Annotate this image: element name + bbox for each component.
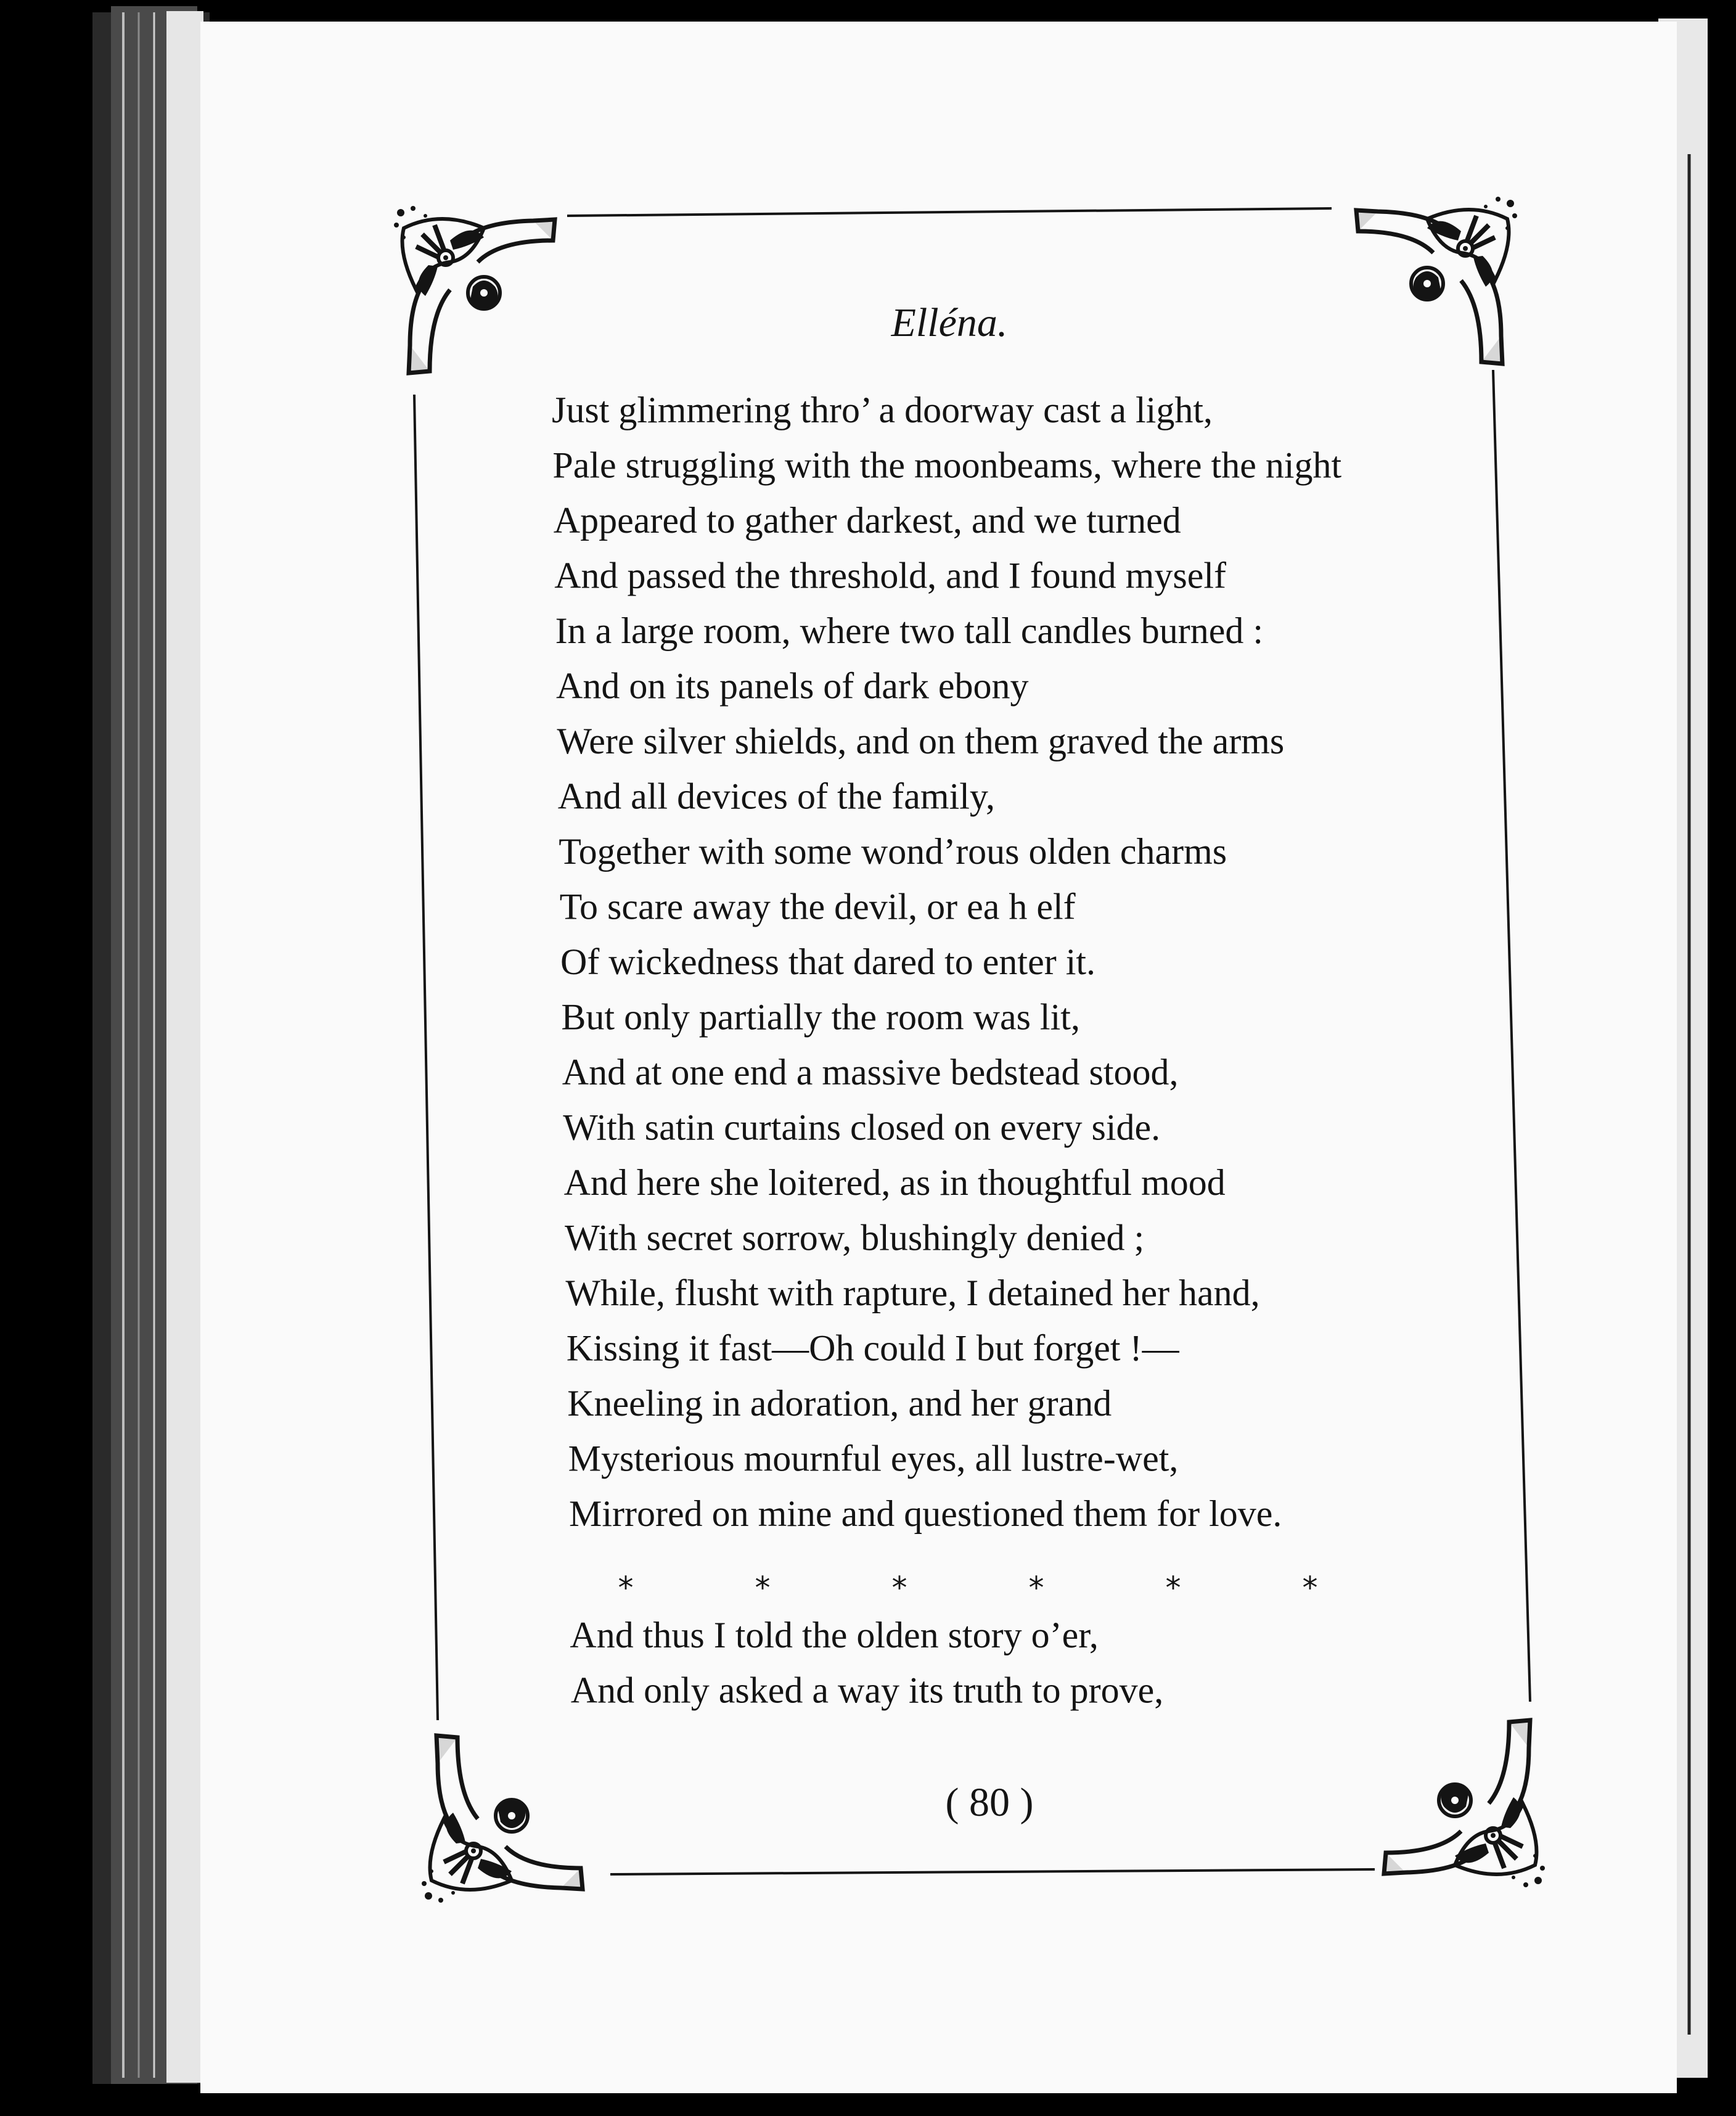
verse-line: In a large room, where two tall candles burned :	[555, 610, 1264, 651]
asterisk: *	[1165, 1570, 1181, 1606]
verse-line: Kneeling in adoration, and her grand	[567, 1383, 1112, 1424]
verse-line: Appeared to gather darkest, and we turned	[553, 500, 1181, 541]
verse-line: And only asked a way its truth to prove,	[570, 1670, 1164, 1711]
running-title: Elléna.	[891, 300, 1008, 345]
verse-line: And on its panels of dark ebony	[556, 665, 1029, 707]
page-number: ( 80 )	[945, 1780, 1034, 1825]
verse-line: And thus I told the olden story o’er,	[570, 1615, 1099, 1655]
verse-line: And at one end a massive bedstead stood,	[562, 1052, 1179, 1093]
verse-line: And all devices of the family,	[557, 776, 996, 817]
asterisk: *	[618, 1570, 634, 1606]
asterisk: *	[1028, 1570, 1044, 1606]
verse-line: Mirrored on mine and questioned them for love.	[569, 1493, 1282, 1534]
verse-line: Just glimmering thro’ a doorway cast a light,	[552, 390, 1213, 430]
verse-line: Of wickedness that dared to enter it.	[560, 941, 1096, 982]
verse-line: With secret sorrow, blushingly denied ;	[565, 1217, 1145, 1258]
verse-line: While, flusht with rapture, I detained her hand,	[565, 1273, 1260, 1313]
verse-line: And passed the threshold, and I found myself	[554, 555, 1226, 596]
verse-line: And here she loitered, as in thoughtful mood	[563, 1162, 1226, 1203]
verse-line: Kissing it fast—Oh could I but forget !—	[566, 1327, 1179, 1369]
asterisk: *	[755, 1570, 771, 1606]
verse-line: With satin curtains closed on every side.	[563, 1107, 1161, 1148]
verse-line: But only partially the room was lit,	[561, 996, 1080, 1038]
asterisk: *	[1302, 1570, 1318, 1606]
verse-line: Were silver shields, and on them graved the arms	[557, 721, 1285, 761]
verse-line: To scare away the devil, or ea h elf	[559, 886, 1076, 927]
verse-line: Together with some wond’rous olden charms	[559, 831, 1227, 872]
book-page-edges	[92, 6, 210, 2084]
verse-line: Pale struggling with the moonbeams, where the night	[552, 445, 1342, 486]
asterisk: *	[891, 1570, 907, 1606]
verse-line: Mysterious mournful eyes, all lustre-wet,	[568, 1438, 1179, 1479]
